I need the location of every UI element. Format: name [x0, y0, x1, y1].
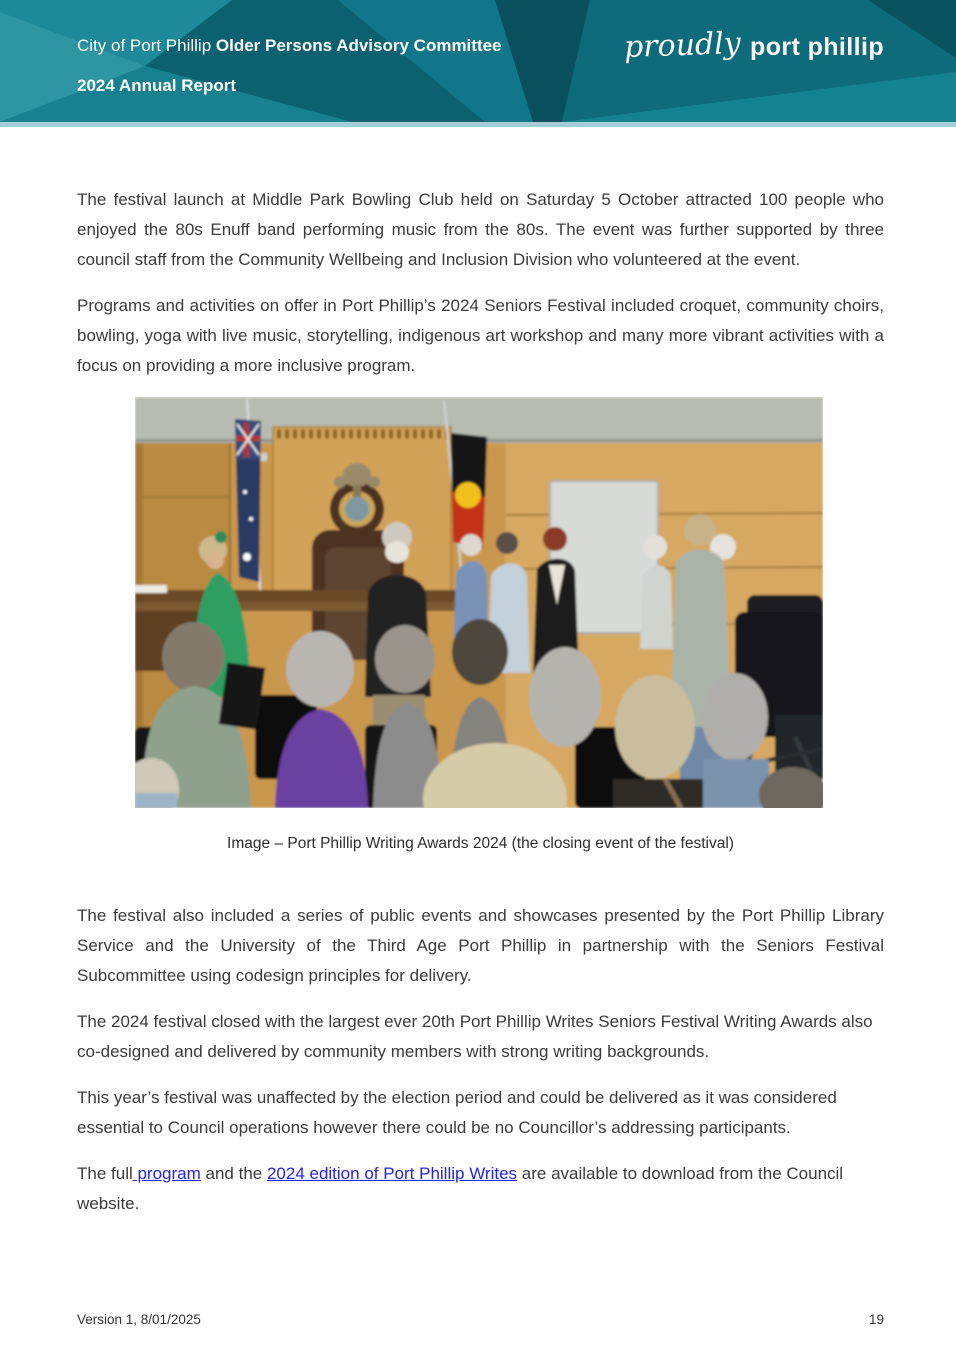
program-link[interactable]: program: [132, 1164, 201, 1183]
header-title-regular: City of Port Phillip: [77, 36, 216, 55]
event-photo-figure: [135, 397, 823, 813]
body-paragraph-5: This year’s festival was unaffected by the election period and could be delivered as it was considered essential to Council operations however there could be no Councillor’s addressing participants.: [77, 1088, 837, 1137]
body-paragraph-1: The festival launch at Middle Park Bowling Club held on Saturday 5 October attracted 100 people who enjoyed the 80s Enuff band performing music from the 80s. The event was further supported by three council staff from the Community Wellbeing and Inclusion Division who volunteered at the event.: [77, 190, 884, 269]
footer-page-number: 19: [868, 1312, 884, 1327]
body-paragraph-3: The festival also included a series of public events and showcases presented by the Port Phillip Library Service and the University of the Third Age Port Phillip in partnership with the Seniors Festival Subcommittee using codesign principles for delivery.: [77, 906, 884, 985]
body-paragraph-6: [77, 1159, 884, 1219]
australian-flag: [235, 399, 261, 602]
header-background: [0, 0, 956, 127]
header-title-bold: Older Persons Advisory Committee: [215, 36, 502, 55]
logo-script-text: proudly: [623, 25, 742, 66]
body-paragraph-4: The 2024 festival closed with the largest ever 20th Port Phillip Writes Seniors Festival Writing Awards also co-designed and delivered by community members with strong writing backgrounds.: [77, 1012, 873, 1061]
event-photo: [135, 397, 823, 808]
port-phillip-writes-link[interactable]: 2024 edition of Port Phillip Writes: [266, 1164, 518, 1183]
body-paragraph-2: Programs and activities on offer in Port Phillip’s 2024 Seniors Festival included croquet, community choirs, bowling, yoga with live music, storytelling, indigenous art workshop and many more vibrant activities with a focus on providing a more inclusive program.: [77, 296, 884, 375]
closing-text-after: are available to download from the Council website.: [77, 1164, 844, 1213]
logo-wordmark-text: port phillip: [750, 33, 884, 61]
closing-text-before: The full: [77, 1164, 133, 1183]
report-header: [0, 0, 956, 127]
header-title: [77, 36, 502, 56]
footer-version: Version 1, 8/01/2025: [77, 1312, 201, 1327]
port-phillip-logo: [623, 25, 884, 66]
closing-text-middle: and the: [200, 1164, 267, 1183]
header-subtitle: 2024 Annual Report: [77, 76, 237, 95]
page-footer: [77, 1312, 884, 1327]
image-caption: Image – Port Phillip Writing Awards 2024 (the closing event of the festival): [227, 835, 734, 852]
page-body: [0, 127, 956, 1219]
